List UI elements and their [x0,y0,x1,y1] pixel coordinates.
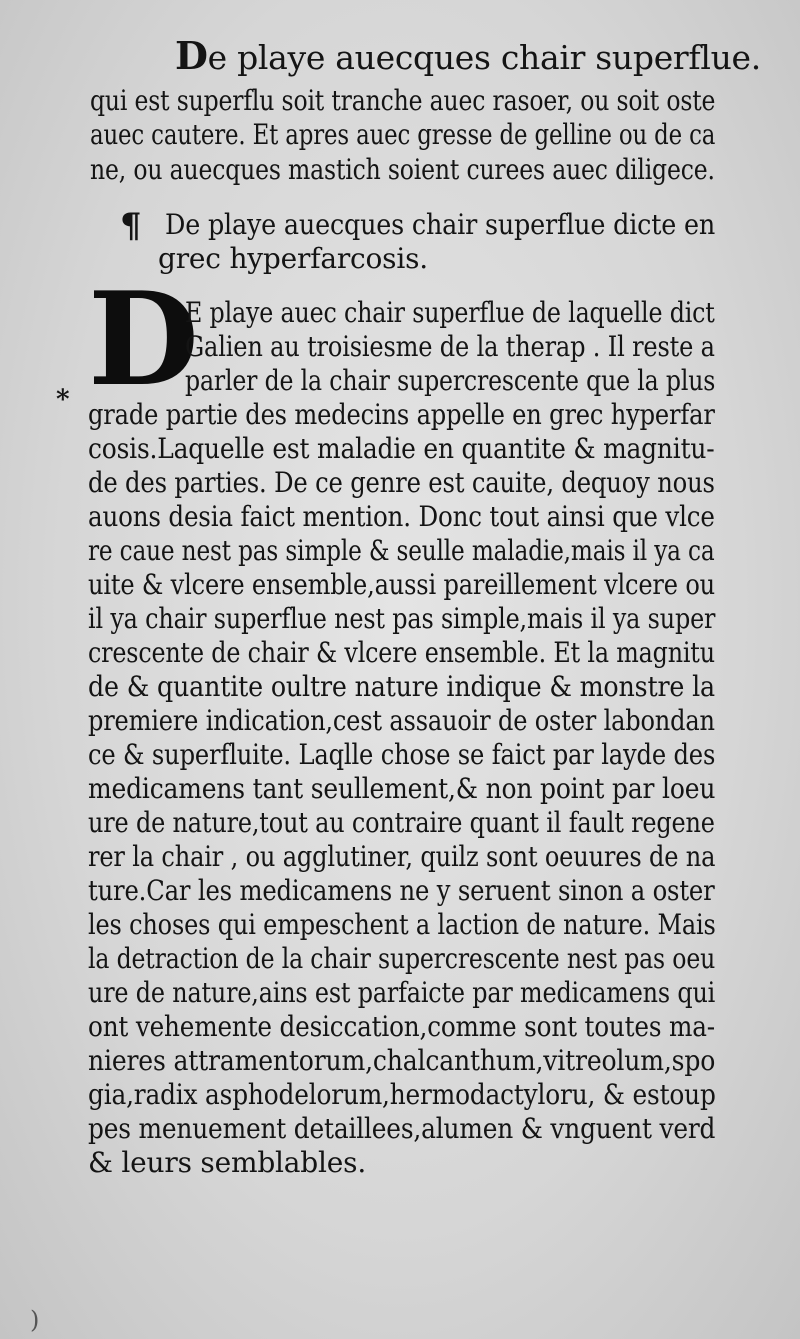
section-heading-line: De playe auecques chair superflue dicte en [165,208,716,241]
text-line: uite & vlcere ensemble,aussi pareillement vlcere ou [88,568,716,601]
text-line: les choses qui empeschent a laction de nature. Mais [88,908,716,941]
text-line: ure de nature,tout au contraire quant il fault regene [88,806,715,839]
running-head [175,33,761,78]
text-line: pes menuement detaillees,alumen & vnguent verd [88,1112,716,1145]
text-line: qui est superflu soit tranche auec rasoer, ou soit oste [90,84,716,117]
drop-cap-initial: D [88,265,199,415]
text-line: ont vehemente desiccation,comme sont toutes ma- [88,1010,715,1043]
text-line: ne, ou auecques mastich soient curees auec diligece. [90,153,715,186]
text-line: de des parties. De ce genre est cauite, dequoy nous [88,466,715,499]
section-heading-line: grec hyperfarcosis. [158,242,428,275]
text-line: medicamens tant seullement,& non point par loeu [88,772,716,805]
text-line: rer la chair , ou agglutiner, quilz sont oeuures de na [88,840,716,873]
text-line: premiere indication,cest assauoir de oster labondan [88,704,715,737]
pilcrow-mark: ¶ [120,206,142,246]
text-line: crescente de chair & vlcere ensemble. Et la magnitu [88,636,715,669]
text-line: gia,radix asphodelorum,hermodactyloru, & estoup [88,1078,716,1111]
text-line: ce & superfluite. Laqlle chose se faict par layde des [88,738,716,771]
running-head-text: e playe auecques chair superflue. [207,38,761,77]
text-line: auons desia faict mention. Donc tout ainsi que vlce [88,500,715,533]
text-line: cosis.Laquelle est maladie en quantite & magnitu- [88,432,715,465]
text-line: ure de nature,ains est parfaicte par medicamens qui [88,976,716,1009]
text-line: de & quantite oultre nature indique & monstre la [88,670,715,703]
running-head-initial: D [175,33,208,78]
text-line: Galien au troisiesme de la therap . Il reste a [185,330,715,363]
text-line: la detraction de la chair supercrescente nest pas oeu [88,942,716,975]
text-line: & leurs semblables. [88,1146,367,1179]
text-line: re caue nest pas simple & seulle maladie,mais il ya ca [88,534,715,567]
text-line: auec cautere. Et apres auec gresse de gelline ou de ca [90,118,716,151]
text-line: ture.Car les medicamens ne y seruent sinon a oster [88,874,715,907]
text-line: E playe auec chair superflue de laquelle dict [185,296,715,329]
text-line: il ya chair superflue nest pas simple,mais il ya super [88,602,716,635]
text-line: parler de la chair supercrescente que la plus [185,364,716,397]
margin-asterisk-mark: * [56,385,70,415]
text-line: grade partie des medecins appelle en grec hyperfar [88,398,715,431]
corner-mark: ) [30,1306,40,1334]
text-line: nieres attramentorum,chalcanthum,vitreolum,spo [88,1044,716,1077]
